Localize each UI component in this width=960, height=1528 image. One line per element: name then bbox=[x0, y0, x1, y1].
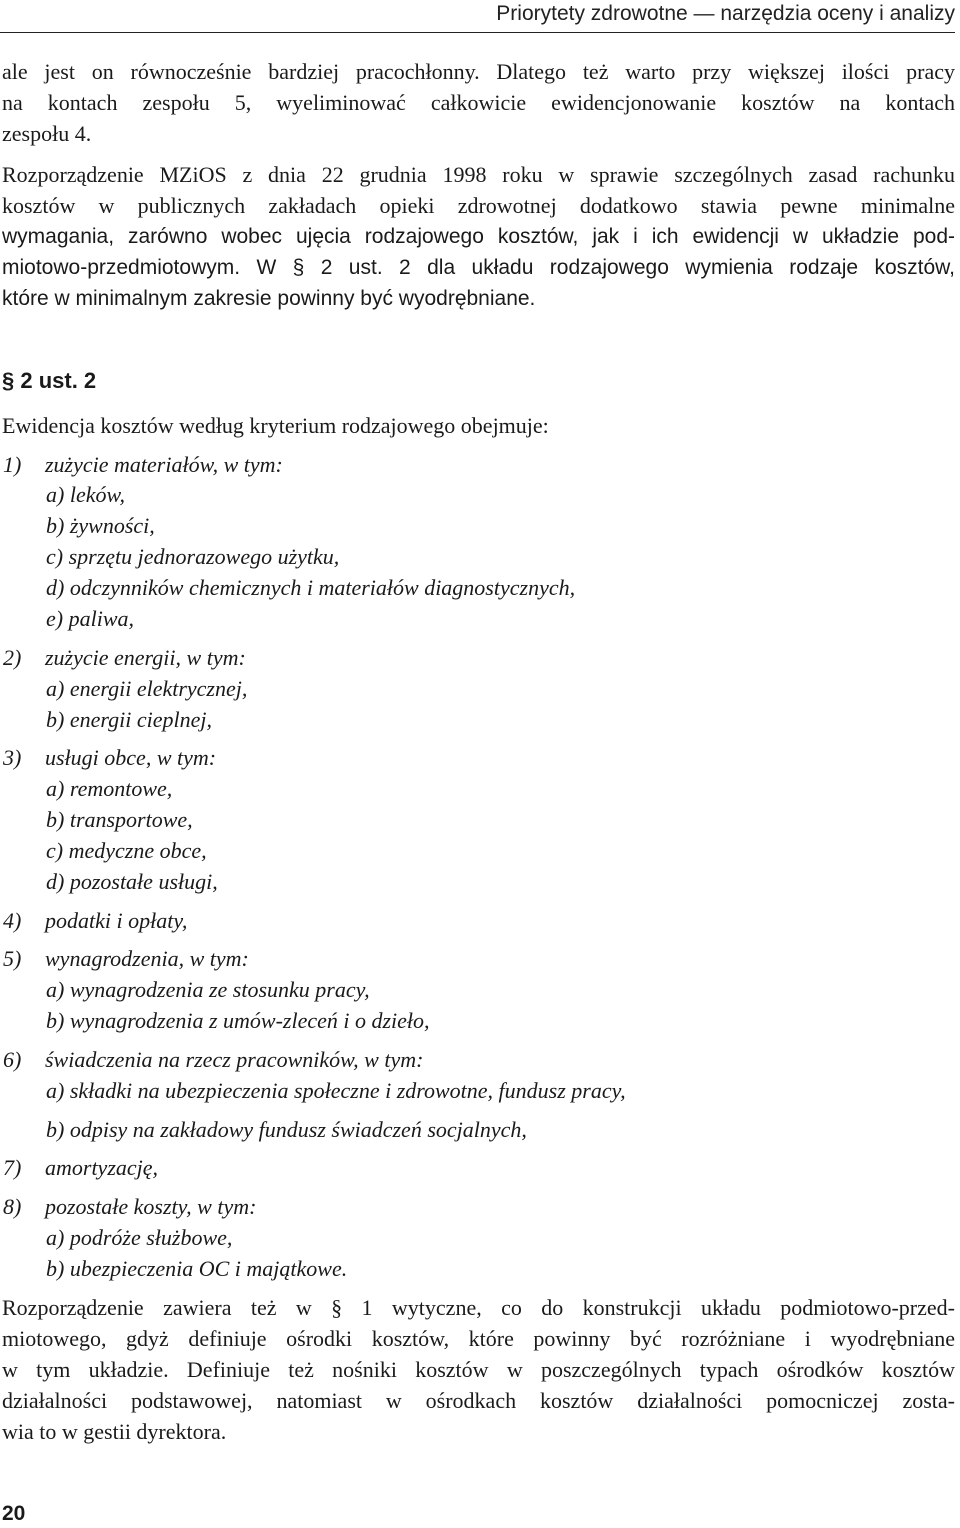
list-subitem-text: c) medyczne obce, bbox=[46, 838, 207, 863]
list-subitem-text: a) składki na ubezpieczenia społeczne i zdrowotne, fundusz pracy, bbox=[46, 1078, 626, 1103]
list-item-text: podatki i opłaty, bbox=[45, 908, 188, 933]
list-subitem-text: b) transportowe, bbox=[46, 807, 193, 832]
list-item-text: usługi obce, w tym: bbox=[45, 745, 217, 770]
page-number: 20 bbox=[2, 1502, 26, 1525]
list-item bbox=[3, 743, 216, 773]
list-subitem bbox=[46, 573, 575, 603]
text-line: wymagania, zarówno wobec ujęcia rodzajowego kosztów, jak i ich ewidencji w układzie pod- bbox=[2, 225, 955, 248]
list-subitem bbox=[46, 1254, 347, 1284]
list-subitem-text: e) paliwa, bbox=[46, 606, 134, 631]
text-line: wia to w gestii dyrektora. bbox=[2, 1419, 227, 1444]
paragraph-regulation-section1 bbox=[2, 1292, 955, 1447]
list-subitem-text: b) wynagrodzenia z umów-zleceń i o dzieło, bbox=[46, 1008, 430, 1033]
list-item-number: 8) bbox=[3, 1194, 22, 1219]
list-subitem-text: a) remontowe, bbox=[46, 776, 173, 801]
paragraph-continuation bbox=[2, 56, 955, 149]
list-item-text: amortyzację, bbox=[45, 1155, 159, 1180]
list-subitem-text: a) wynagrodzenia ze stosunku pracy, bbox=[46, 977, 370, 1002]
list-subitem bbox=[46, 975, 370, 1005]
list-subitem-text: a) leków, bbox=[46, 482, 126, 507]
list-item bbox=[3, 1192, 256, 1222]
list-subitem bbox=[46, 480, 125, 510]
list-subitem bbox=[46, 1223, 232, 1253]
list-subitem bbox=[46, 1115, 527, 1145]
list-item-number: 4) bbox=[3, 908, 22, 933]
list-subitem bbox=[46, 805, 193, 835]
list-item bbox=[3, 906, 187, 936]
text-line: miotowo-przedmiotowym. W § 2 ust. 2 dla układu rodzajowego wymienia rodzaje kosztów, bbox=[2, 256, 955, 279]
list-item bbox=[3, 1045, 423, 1075]
text-line: w tym układzie. Definiuje też nośniki kosztów w poszczególnych typach ośrodków kosztów bbox=[2, 1357, 955, 1382]
list-item-number: 5) bbox=[3, 946, 22, 971]
text-line: kosztów w publicznych zakładach opieki zdrowotnej dodatkowo stawia pewne minimalne bbox=[2, 193, 955, 218]
list-item-text: świadczenia na rzecz pracowników, w tym: bbox=[45, 1047, 424, 1072]
section-heading: § 2 ust. 2 bbox=[2, 368, 97, 393]
list-subitem bbox=[46, 542, 339, 572]
list-item-number: 7) bbox=[3, 1155, 22, 1180]
list-subitem bbox=[46, 836, 207, 866]
section-intro: Ewidencja kosztów według kryterium rodzajowego obejmuje: bbox=[2, 413, 549, 438]
text-line: które w minimalnym zakresie powinny być wyodrębniane. bbox=[2, 287, 536, 310]
list-subitem bbox=[46, 674, 247, 704]
list-item bbox=[3, 1153, 158, 1183]
list-subitem bbox=[46, 511, 155, 541]
list-item-text: wynagrodzenia, w tym: bbox=[45, 946, 249, 971]
text-line: zespołu 4. bbox=[2, 121, 92, 146]
list-subitem-text: a) podróże służbowe, bbox=[46, 1225, 233, 1250]
text-line: Rozporządzenie MZiOS z dnia 22 grudnia 1998 roku w sprawie szczególnych zasad rachunku bbox=[2, 162, 955, 187]
list-item bbox=[3, 944, 249, 974]
list-subitem-text: d) odczynników chemicznych i materiałów diagnostycznych, bbox=[46, 575, 576, 600]
list-subitem-text: d) pozostałe usługi, bbox=[46, 869, 218, 894]
list-subitem bbox=[46, 867, 218, 897]
list-item-text: pozostałe koszty, w tym: bbox=[45, 1194, 257, 1219]
list-subitem bbox=[46, 604, 134, 634]
text-line: działalności podstawowej, natomiast w ośrodkach kosztów działalności pomocniczej zosta- bbox=[2, 1388, 955, 1413]
header-title: Priorytety zdrowotne — narzędzia oceny i analizy bbox=[496, 2, 955, 25]
list-subitem-text: b) odpisy na zakładowy fundusz świadczeń socjalnych, bbox=[46, 1117, 527, 1142]
list-item-number: 2) bbox=[3, 645, 22, 670]
list-subitem bbox=[46, 705, 212, 735]
list-subitem-text: c) sprzętu jednorazowego użytku, bbox=[46, 544, 340, 569]
list-item-number: 6) bbox=[3, 1047, 22, 1072]
list-item bbox=[3, 450, 283, 480]
list-item-text: zużycie materiałów, w tym: bbox=[45, 452, 283, 477]
text-line: ale jest on równocześnie bardziej pracochłonny. Dlatego też warto przy większej ilości pracy bbox=[2, 59, 955, 84]
list-subitem-text: b) energii cieplnej, bbox=[46, 707, 212, 732]
list-item bbox=[3, 643, 246, 673]
list-subitem bbox=[46, 1006, 430, 1036]
text-line: miotowego, gdyż definiuje ośrodki kosztów, które powinny być rozróżniane i wyodrębniane bbox=[2, 1326, 955, 1351]
list-item-number: 3) bbox=[3, 745, 22, 770]
running-header bbox=[0, 0, 955, 33]
paragraph-regulation-intro bbox=[2, 159, 955, 314]
list-item-number: 1) bbox=[3, 452, 22, 477]
list-subitem bbox=[46, 1076, 626, 1106]
list-subitem-text: b) żywności, bbox=[46, 513, 155, 538]
list-item-text: zużycie energii, w tym: bbox=[45, 645, 246, 670]
list-subitem bbox=[46, 774, 172, 804]
text-line: Rozporządzenie zawiera też w § 1 wytyczne, co do konstrukcji układu podmiotowo-przed- bbox=[2, 1295, 955, 1320]
list-subitem-text: b) ubezpieczenia OC i majątkowe. bbox=[46, 1256, 348, 1281]
list-subitem-text: a) energii elektrycznej, bbox=[46, 676, 248, 701]
text-line: na kontach zespołu 5, wyeliminować całkowicie ewidencjonowanie kosztów na kontach bbox=[2, 90, 955, 115]
